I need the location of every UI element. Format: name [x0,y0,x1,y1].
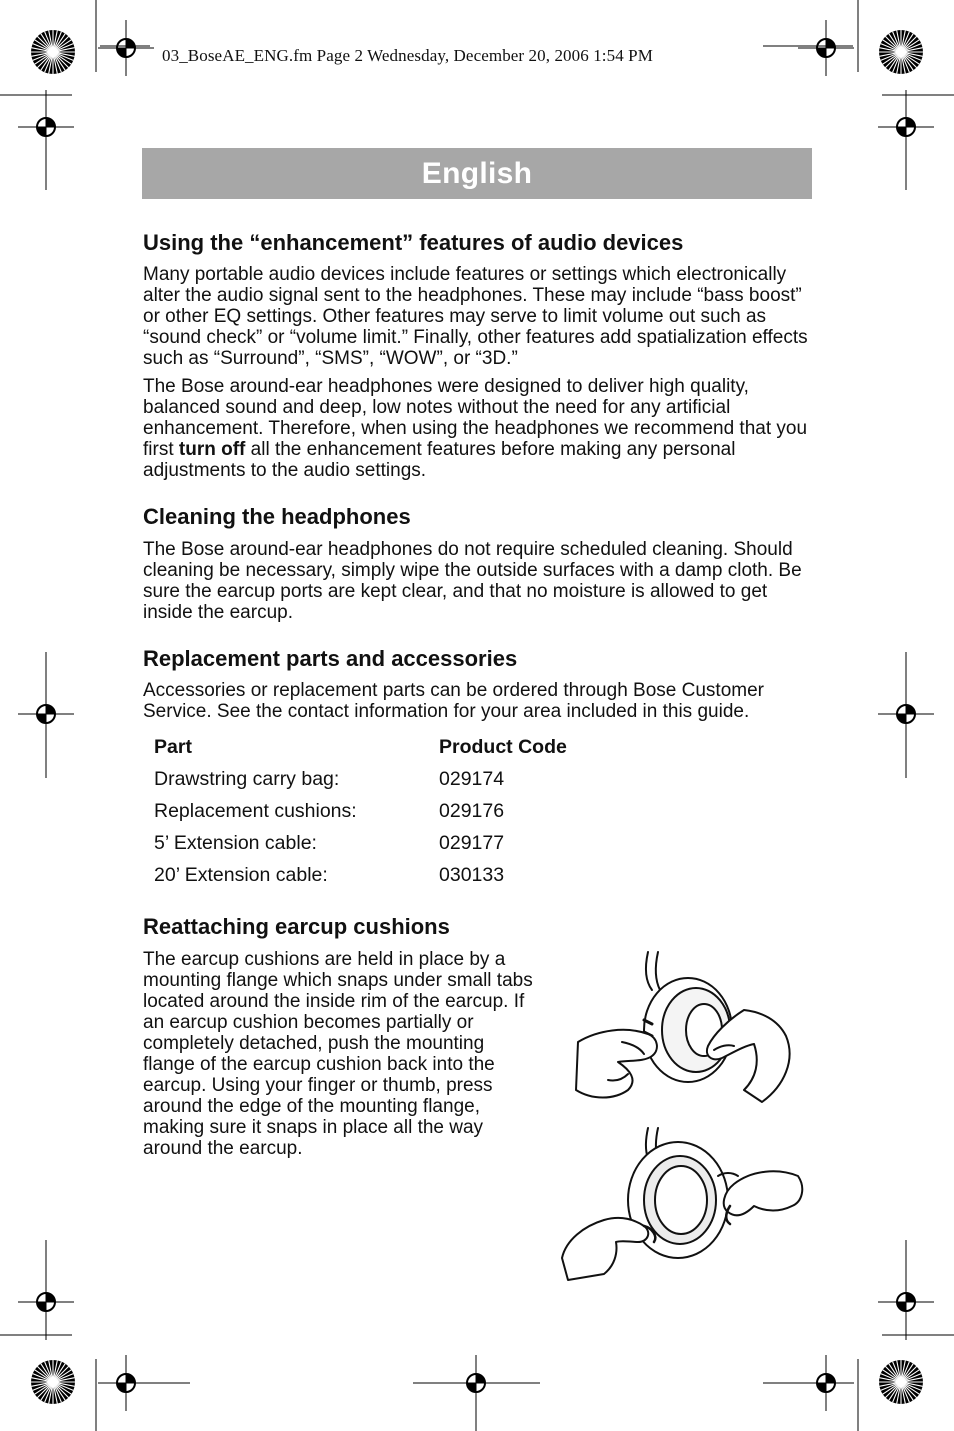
product-code: 029176 [439,799,505,822]
section-heading: Using the “enhancement” features of audio devices [143,230,684,255]
part-name: Drawstring carry bag: [154,767,340,790]
file-slug-line: 03_BoseAE_ENG.fm Page 2 Wednesday, December 20, 2006 1:54 PM [162,46,653,65]
part-name: 5’ Extension cable: [154,831,317,854]
product-code: 029177 [439,831,505,854]
emphasis-text: turn off [178,439,246,461]
body-paragraph: Accessories or replacement parts can be ordered through Bose Customer Service. See the contact information for your area included in this guide. [143,680,764,723]
body-paragraph: Many portable audio devices include features or settings which electronically alter the audio signal sent to the headphones. These may include “bass boost” or other EQ settings. Other features may serve to limit volume out such as “sound check” or “volume limit.” Finally, other features add spatialization effects such as “Surround”, “SMS”, “WOW”, or “3D.” [143,264,808,370]
text-run: all the enhancement features before making any personal adjustments to the audio settings. [143,439,736,482]
column-header-part: Part [154,735,192,758]
body-paragraph: The Bose around-ear headphones do not require scheduled cleaning. Should cleaning be necessary, simply wipe the outside surfaces with a damp cloth. Be sure the earcup ports are kept clear, and that no moisture is allowed to get inside the earcup. [143,538,802,623]
table-row [154,827,567,859]
table-row [154,795,567,827]
body-paragraph: The earcup cushions are held in place by a mounting flange which snaps under small tabs located around the inside rim of the earcup. If an earcup cushion becomes partially or completely detached, push the mounting flange of the earcup cushion back into the earcup. Using your finger or thumb, press around the edge of the mounting flange, making sure it snaps in place all the way around the earcup. [143,948,533,1159]
table-row [154,859,567,891]
product-code: 029174 [439,767,505,790]
earcup-reattach-illustration [548,950,810,1285]
part-name: 20’ Extension cable: [154,863,328,886]
table-header-row [154,731,567,763]
section-enhancement [143,230,813,481]
parts-table [154,731,567,891]
text-run: The Bose around-ear headphones were designed to deliver high quality, balanced sound and deep, low notes without the need for any artificial enhancement. Therefore, when using the headphones we recommend that you first [143,376,808,461]
column-header-code: Product Code [439,735,567,758]
section-heading: Reattaching earcup cushions [143,914,450,940]
part-name: Replacement cushions: [154,799,357,822]
section-replacement [143,646,813,891]
language-banner [142,148,812,199]
section-cleaning [143,504,813,622]
product-code: 030133 [439,863,505,886]
table-row [154,763,567,795]
banner-title: English [421,156,533,190]
section-heading: Cleaning the headphones [143,504,411,530]
section-heading: Replacement parts and accessories [143,645,518,671]
body-paragraph [143,376,813,481]
